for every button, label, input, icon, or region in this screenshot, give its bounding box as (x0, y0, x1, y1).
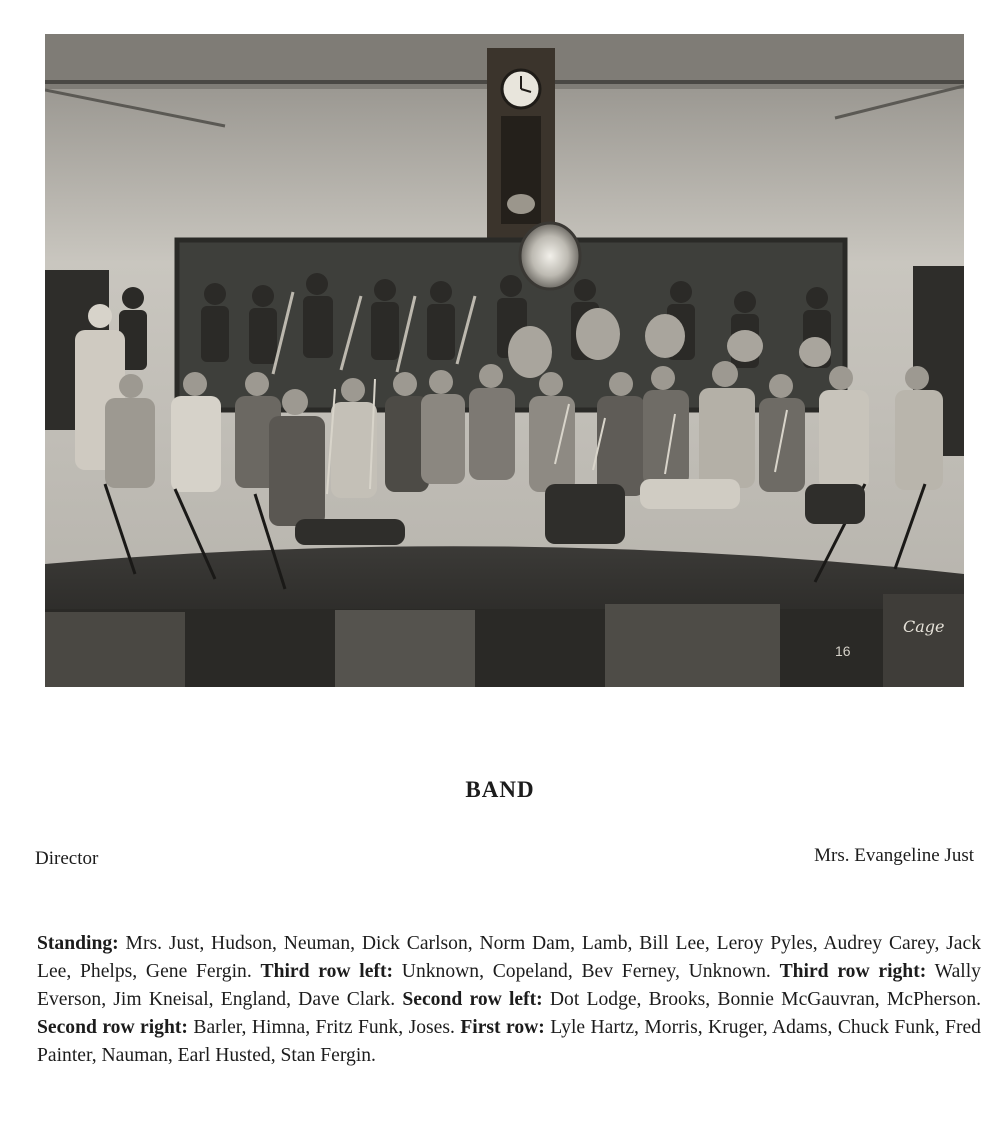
studio-signature: Cage (903, 617, 945, 636)
caption-names-second-row-right: Barler, Himna, Fritz Funk, Joses. (193, 1017, 455, 1038)
photo-caption (37, 930, 981, 1070)
caption-label-standing: Standing: (37, 933, 119, 954)
caption-names-third-row-right: Wally Everson, Jim Kneisal, England, Dave Clark. (37, 961, 981, 1010)
caption-label-third-row-left: Third row left: (260, 961, 394, 982)
section-title: BAND (465, 777, 535, 802)
photo-number-mark: 16 (835, 643, 851, 659)
caption-label-first-row: First row: (460, 1017, 545, 1038)
caption-names-second-row-left: Dot Lodge, Brooks, Bonnie McGauvran, McPherson. (549, 989, 982, 1010)
caption-label-second-row-left: Second row left: (402, 989, 543, 1010)
caption-label-second-row-right: Second row right: (37, 1017, 188, 1038)
band-group-photo (45, 34, 964, 687)
caption-names-first-row: Lyle Hartz, Morris, Kruger, Adams, Chuck Funk, Fred Painter, Nauman, Earl Husted, Stan Fergin. (37, 1017, 981, 1066)
caption-names-standing: Mrs. Just, Hudson, Neuman, Dick Carlson, Norm Dam, Lamb, Bill Lee, Leroy Pyles, Audrey Carey, Jack Lee, Phelps, Gene Fergin. (37, 933, 981, 982)
caption-label-third-row-right: Third row right: (779, 961, 927, 982)
caption-names-third-row-left: Unknown, Copeland, Bev Ferney, Unknown. (401, 961, 771, 982)
photo-illustration (45, 34, 964, 687)
director-name: Mrs. Evangeline Just (814, 845, 974, 866)
director-label: Director (35, 848, 99, 869)
